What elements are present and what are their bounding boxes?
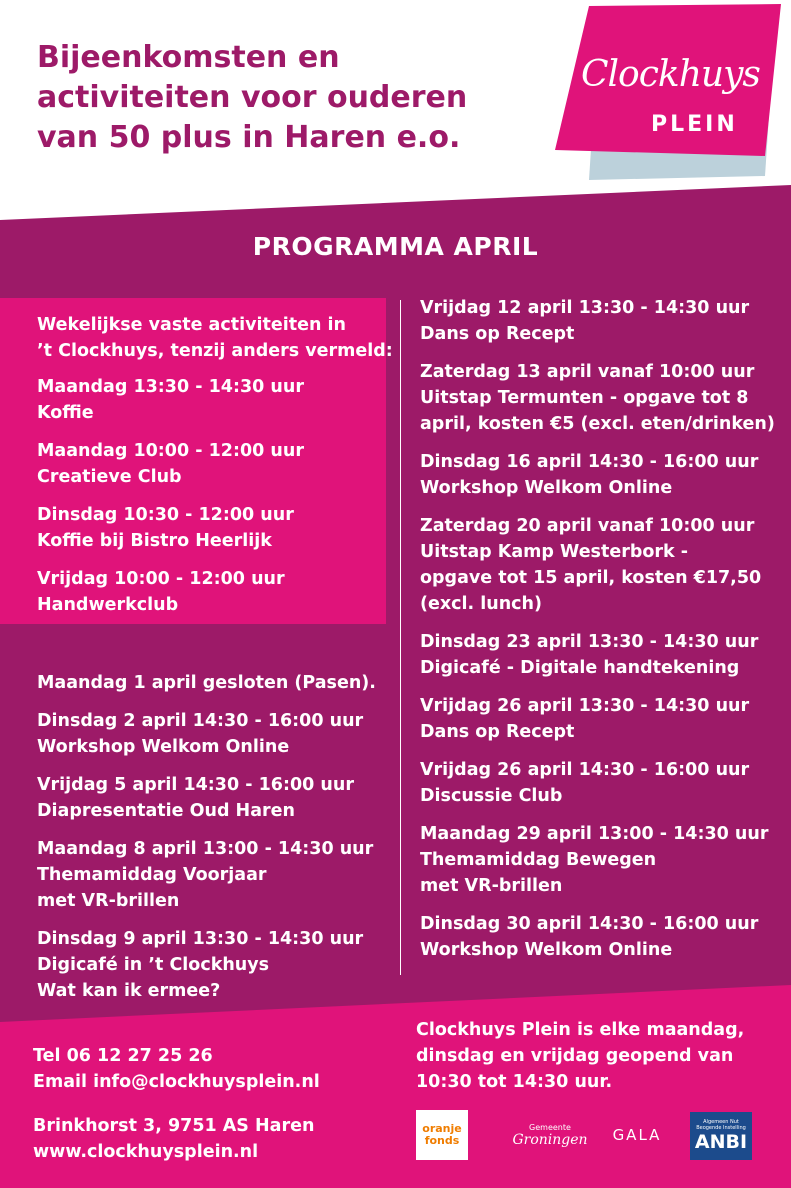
event-item: [37, 836, 393, 914]
event-item-line: (excl. lunch): [420, 594, 543, 614]
event-item-line: Uitstap Termunten - opgave tot 8: [420, 388, 749, 408]
right-column: [420, 295, 775, 975]
event-item-line: opgave tot 15 april, kosten €17,50: [420, 568, 762, 588]
phone: Tel 06 12 27 25 26: [33, 1046, 213, 1066]
spacer: [37, 630, 393, 670]
anbi-small-text: Algemeen Nut Beogende Instelling: [696, 1119, 746, 1131]
event-item-line: april, kosten €5 (excl. eten/drinken): [420, 414, 775, 434]
weekly-item-line: Handwerkclub: [37, 595, 179, 615]
headline-line: activiteiten voor ouderen: [37, 80, 468, 115]
event-item: [37, 708, 393, 760]
event-item-line: Themamiddag Bewegen: [420, 850, 657, 870]
event-item: [37, 926, 393, 1004]
event-item-line: Maandag 8 april 13:00 - 14:30 uur: [37, 839, 374, 859]
program-title: PROGRAMMA APRIL: [252, 232, 539, 261]
event-item: [420, 911, 775, 963]
logo-plein-text: PLEIN: [651, 112, 738, 137]
opening-line: 10:30 tot 14:30 uur.: [416, 1072, 613, 1092]
event-item: [420, 629, 775, 681]
event-item: [37, 772, 393, 824]
event-item: [420, 295, 775, 347]
gemeente-groningen-logo: [512, 1110, 588, 1160]
event-item-line: Workshop Welkom Online: [37, 737, 290, 757]
event-item-line: Vrijdag 26 april 13:30 - 14:30 uur: [420, 696, 750, 716]
weekly-item-line: Dinsdag 10:30 - 12:00 uur: [37, 505, 294, 525]
event-item-line: Dinsdag 9 april 13:30 - 14:30 uur: [37, 929, 364, 949]
event-item-line: Diapresentatie Oud Haren: [37, 801, 295, 821]
gala-logo: [608, 1110, 666, 1160]
groningen-small-text: Gemeente: [529, 1122, 571, 1132]
event-item: [420, 693, 775, 745]
oranjefonds-logo: [416, 1110, 468, 1160]
opening-hours: [416, 1017, 744, 1095]
event-item-line: Discussie Club: [420, 786, 563, 806]
weekly-item: [37, 438, 393, 490]
groningen-big-text: Groningen: [512, 1131, 588, 1148]
address: Brinkhorst 3, 9751 AS Haren: [33, 1116, 315, 1136]
event-item-line: met VR-brillen: [420, 876, 563, 896]
left-column: [37, 312, 393, 1016]
weekly-intro: [37, 312, 393, 364]
event-item-line: Zaterdag 20 april vanaf 10:00 uur: [420, 516, 755, 536]
weekly-intro-line: ’t Clockhuys, tenzij anders vermeld:: [37, 341, 393, 361]
event-item-line: Wat kan ik ermee?: [37, 981, 221, 1001]
oranjefonds-text: fonds: [424, 1134, 460, 1147]
event-item-line: Workshop Welkom Online: [420, 478, 673, 498]
event-item-line: Zaterdag 13 april vanaf 10:00 uur: [420, 362, 755, 382]
event-item-line: Dinsdag 23 april 13:30 - 14:30 uur: [420, 632, 759, 652]
event-item-line: Dinsdag 16 april 14:30 - 16:00 uur: [420, 452, 759, 472]
event-item: [420, 359, 775, 437]
weekly-item: [37, 374, 393, 426]
anbi-big-text: ANBI: [694, 1131, 748, 1153]
event-item-line: Dans op Recept: [420, 722, 575, 742]
event-item-line: Workshop Welkom Online: [420, 940, 673, 960]
weekly-item-line: Koffie bij Bistro Heerlijk: [37, 531, 272, 551]
column-divider: [400, 300, 401, 975]
event-item-line: Dinsdag 30 april 14:30 - 16:00 uur: [420, 914, 759, 934]
event-item-line: Digicafé in ’t Clockhuys: [37, 955, 270, 975]
website: www.clockhuysplein.nl: [33, 1142, 259, 1162]
event-item-line: Maandag 1 april gesloten (Pasen).: [37, 673, 376, 693]
gala-text: GALA: [612, 1126, 662, 1144]
event-item: [420, 821, 775, 899]
spacer: [33, 1095, 320, 1113]
opening-line: Clockhuys Plein is elke maandag,: [416, 1020, 745, 1040]
event-item-line: Vrijdag 5 april 14:30 - 16:00 uur: [37, 775, 354, 795]
event-item-line: Dans op Recept: [420, 324, 575, 344]
event-item-line: Digicafé - Digitale handtekening: [420, 658, 740, 678]
weekly-item: [37, 566, 393, 618]
weekly-item-line: Vrijdag 10:00 - 12:00 uur: [37, 569, 285, 589]
opening-line: dinsdag en vrijdag geopend van: [416, 1046, 734, 1066]
weekly-item-line: Koffie: [37, 403, 94, 423]
event-item-line: Maandag 29 april 13:00 - 14:30 uur: [420, 824, 769, 844]
anbi-logo: [690, 1112, 752, 1160]
event-item: [420, 449, 775, 501]
headline: [37, 38, 507, 158]
weekly-list: [37, 374, 393, 618]
event-item-line: Themamiddag Voorjaar: [37, 865, 267, 885]
weekly-item-line: Creatieve Club: [37, 467, 182, 487]
right-event-list: [420, 295, 775, 963]
weekly-item-line: Maandag 13:30 - 14:30 uur: [37, 377, 304, 397]
event-item: [37, 670, 393, 696]
event-item-line: Dinsdag 2 april 14:30 - 16:00 uur: [37, 711, 364, 731]
email: Email info@clockhuysplein.nl: [33, 1072, 320, 1092]
weekly-item: [37, 502, 393, 554]
headline-line: Bijeenkomsten en: [37, 40, 340, 75]
event-item: [420, 513, 775, 617]
event-item-line: Vrijdag 26 april 14:30 - 16:00 uur: [420, 760, 750, 780]
oranjefonds-text: oranje: [422, 1122, 462, 1135]
contact-info: [33, 1043, 320, 1165]
event-item-line: Vrijdag 12 april 13:30 - 14:30 uur: [420, 298, 750, 318]
event-item-line: Uitstap Kamp Westerbork -: [420, 542, 689, 562]
event-item: [420, 757, 775, 809]
headline-line: van 50 plus in Haren e.o.: [37, 120, 461, 155]
clockhuys-plein-logo: [555, 4, 785, 184]
weekly-intro-line: Wekelijkse vaste activiteiten in: [37, 315, 346, 335]
left-event-list: [37, 670, 393, 1004]
logo-script-text: Clockhuys: [581, 54, 760, 95]
event-item-line: met VR-brillen: [37, 891, 180, 911]
weekly-item-line: Maandag 10:00 - 12:00 uur: [37, 441, 304, 461]
